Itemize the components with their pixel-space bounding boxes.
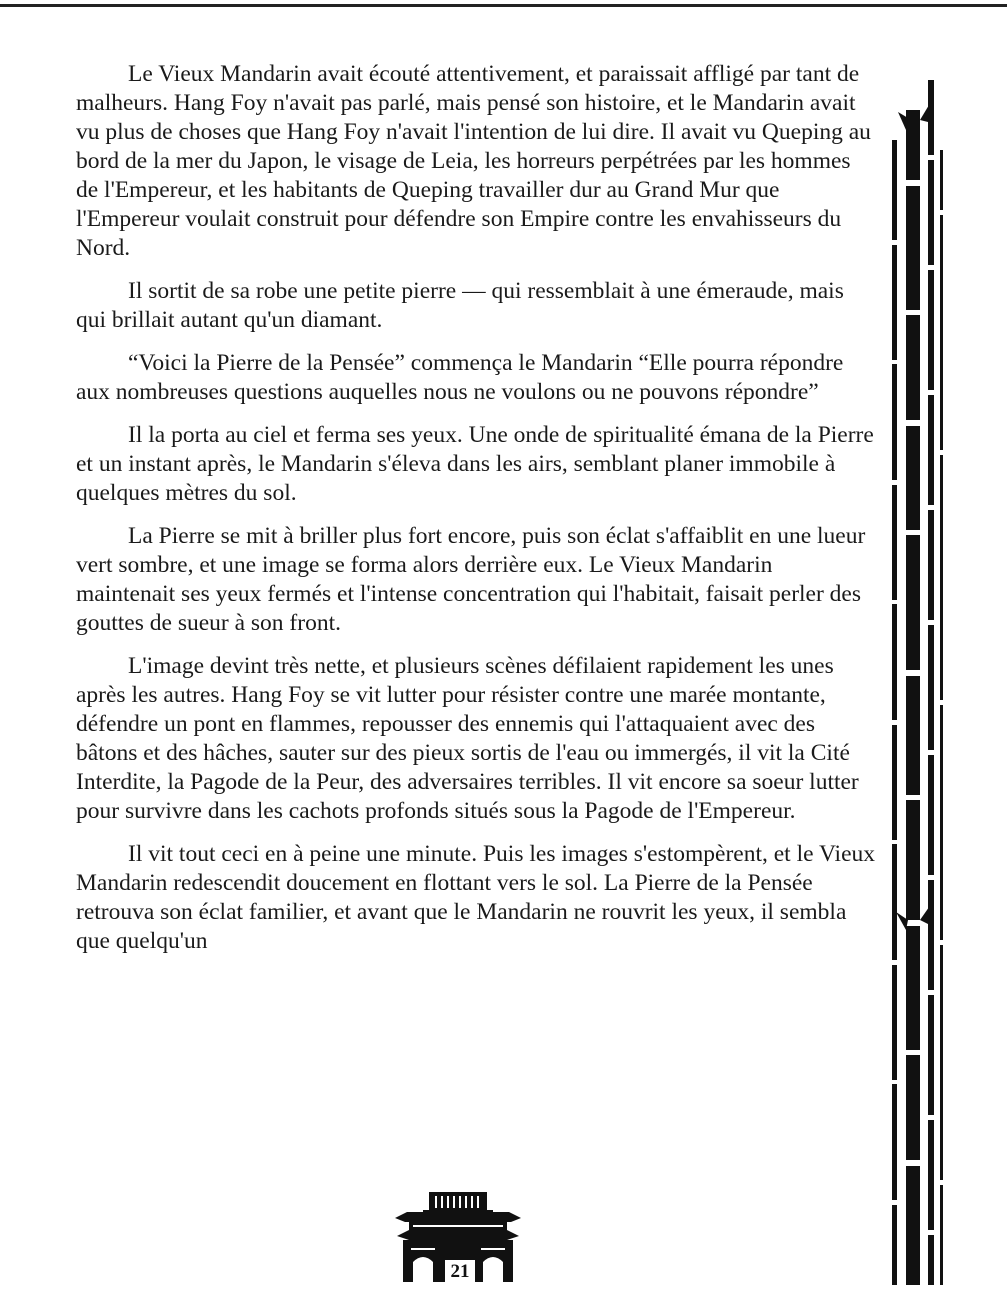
paragraph-2: Il sortit de sa robe une petite pierre — qui ressemblait à une émeraude, mais qui brillait autant qu'un diamant. <box>76 278 844 333</box>
paragraph-1: Le Vieux Mandarin avait écouté attentivement, et paraissait affligé par tant de malheurs. Hang Foy n'avait pas parlé, mais pensé son histoire, et le Mandarin avait vu plus de choses que Hang Foy n'avait l'intention de lui dire. Il avait vu Queping au bord de la mer du Japon, le visage de Leia, les horreurs perpétrées par les hommes de l'Empereur, et les habitants de Queping travailler dur au Grand Mur que l'Empereur voulait construit pour défendre son Empire contre les envahisseurs du Nord. <box>76 61 871 261</box>
paragraph-3: “Voici la Pierre de la Pensée” commença le Mandarin “Elle pourra répondre aux nombreuses questions auquelles nous ne voulons ou ne pouvons répondre” <box>76 350 844 405</box>
paragraph-6: L'image devint très nette, et plusieurs scènes défilaient rapidement les unes après les autres. Hang Foy se vit lutter pour résister contre une marée montante, défendre un pont en flammes, repousser des ennemis qui l'attaquaient avec des bâtons et des hâches, sauter sur des pieux sortis de l'eau ou immergés, il vit la Cité Interdite, la Pagode de la Peur, des adversaires terribles. Il vit encore sa soeur lutter pour survivre dans les cachots profonds situés sous la Pagode de l'Empereur. <box>76 653 859 824</box>
paragraph-4: Il la porta au ciel et ferma ses yeux. Une onde de spiritualité émana de la Pierre et un instant après, le Mandarin s'éleva dans les airs, semblant planer immobile à quelques mètres du sol. <box>76 422 874 506</box>
paragraph-7: Il vit tout ceci en à peine une minute. Puis les images s'estompèrent, et le Vieux Mandarin redescendit doucement en flottant vers le sol. La Pierre de la Pensée retrouva son éclat familier, et avant que le Mandarin ne rouvrit les yeux, il sembla que quelqu'un <box>76 841 876 954</box>
page-number: 21 <box>443 1258 477 1282</box>
body-text <box>76 60 876 956</box>
top-rule <box>0 4 1007 7</box>
bamboo-stalks-icon <box>884 60 954 1290</box>
paragraph-5: La Pierre se mit à briller plus fort encore, puis son éclat s'affaiblit en une lueur vert sombre, et une image se forma alors derrière eux. Le Vieux Mandarin maintenait ses yeux fermés et l'intense concentration qui l'habitait, faisait perler des gouttes de sueur à son front. <box>76 523 866 636</box>
